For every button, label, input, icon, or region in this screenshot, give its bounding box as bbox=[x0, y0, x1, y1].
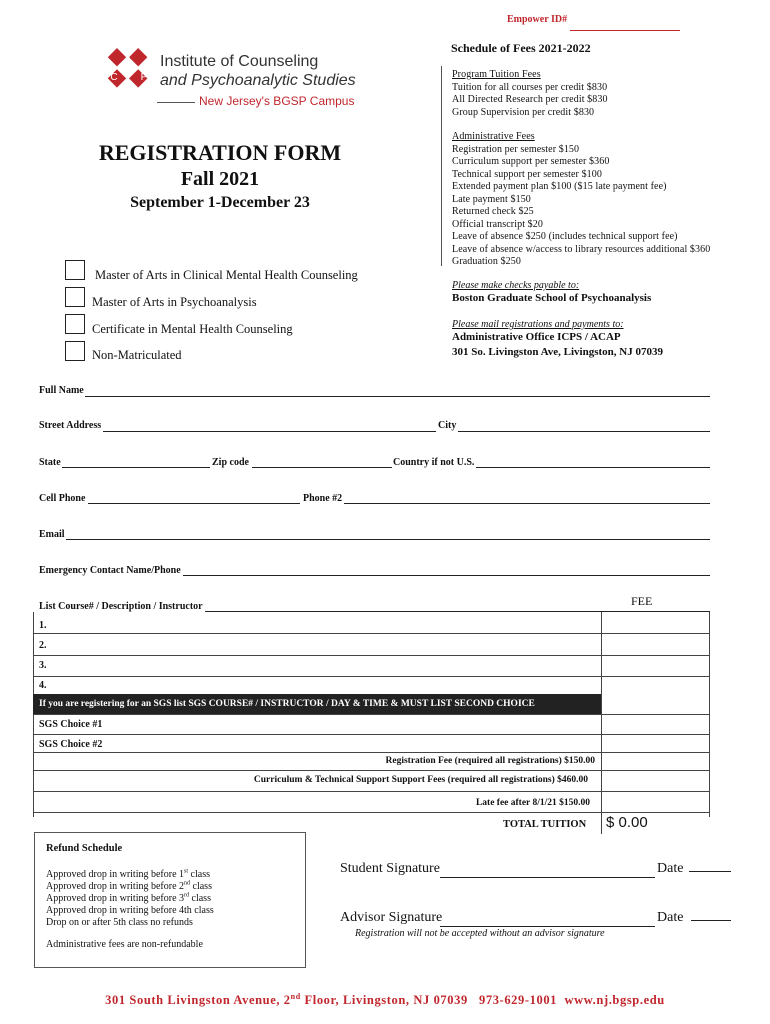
full-name-field[interactable] bbox=[85, 396, 710, 397]
student-date-field[interactable] bbox=[689, 871, 731, 872]
admin-item: Official transcript $20 bbox=[452, 218, 543, 230]
sgs-choice-2[interactable]: SGS Choice #2 bbox=[39, 739, 103, 750]
admin-item: Returned check $25 bbox=[452, 206, 534, 217]
admin-item: Leave of absence w/access to library resources additional $360 bbox=[452, 243, 711, 255]
emergency-field[interactable] bbox=[183, 575, 710, 576]
row-divider bbox=[33, 734, 710, 735]
mail-line1: Administrative Office ICPS / ACAP bbox=[452, 331, 621, 343]
city-label: City bbox=[438, 420, 457, 431]
row-divider bbox=[33, 770, 710, 771]
admin-item: Technical support per semester $100 bbox=[452, 168, 602, 180]
total-tuition-value: $ 0.00 bbox=[606, 814, 648, 831]
refund-line-5: Drop on or after 5th class no refunds bbox=[46, 917, 193, 928]
student-signature-field[interactable] bbox=[440, 877, 655, 878]
footer-part2: Floor, Livingston, NJ 07039 973-629-1001 www.nj.bgsp.edu bbox=[300, 993, 665, 1007]
refund-line-4: Approved drop in writing before 4th class bbox=[46, 905, 214, 916]
program-checkbox-nonmatric[interactable] bbox=[65, 341, 85, 361]
logo-letter-p: P bbox=[140, 72, 148, 83]
schedule-title: Schedule of Fees 2021-2022 bbox=[451, 41, 591, 55]
student-signature-label: Student Signature bbox=[340, 861, 440, 876]
total-tuition-label: TOTAL TUITION bbox=[503, 819, 587, 830]
tuition-item: Group Supervision per credit $830 bbox=[452, 106, 595, 118]
row-divider bbox=[33, 791, 710, 792]
refund-title: Refund Schedule bbox=[46, 843, 123, 854]
sgs-banner bbox=[33, 694, 601, 714]
sgs-choice-1[interactable]: SGS Choice #1 bbox=[39, 719, 103, 730]
tuition-fees bbox=[452, 69, 608, 119]
admin-item: Registration per semester $150 bbox=[452, 143, 580, 155]
refund-line-3: Approved drop in writing before 3rd class bbox=[46, 892, 211, 904]
checks-label: Please make checks payable to: bbox=[452, 280, 580, 291]
row-divider bbox=[33, 676, 710, 677]
country-field[interactable] bbox=[476, 467, 710, 468]
footer-address bbox=[0, 993, 770, 1008]
state-field[interactable] bbox=[62, 467, 210, 468]
advisor-note: Registration will not be accepted without an advisor signature bbox=[355, 928, 605, 939]
admin-item: Graduation $250 bbox=[452, 256, 521, 267]
course-row-1[interactable]: 1. bbox=[39, 620, 47, 631]
footer-part1: 301 South Livingston Avenue, 2 bbox=[105, 993, 291, 1007]
program-checkbox-certificate[interactable] bbox=[65, 314, 85, 334]
refund-schedule-box bbox=[34, 832, 306, 968]
empower-id-label: Empower ID# bbox=[507, 14, 568, 25]
email-label: Email bbox=[39, 529, 65, 540]
phone2-label: Phone #2 bbox=[303, 493, 343, 504]
tuition-item: Tuition for all courses per credit $830 bbox=[452, 81, 608, 93]
advisor-date-field[interactable] bbox=[691, 920, 731, 921]
fees-divider bbox=[441, 66, 442, 266]
course-header-line bbox=[205, 611, 710, 612]
row-divider bbox=[33, 655, 710, 656]
form-term: Fall 2021 bbox=[180, 168, 260, 190]
program-label-certificate: Certificate in Mental Health Counseling bbox=[92, 322, 293, 336]
admin-fees bbox=[452, 131, 710, 269]
street-label: Street Address bbox=[39, 420, 102, 431]
logo-letter-s: S bbox=[125, 89, 133, 100]
program-label-clinical: Master of Arts in Clinical Mental Health Counseling bbox=[95, 268, 358, 282]
zip-field[interactable] bbox=[252, 467, 392, 468]
program-checkbox-clinical[interactable] bbox=[65, 260, 85, 280]
registration-fee-label: Registration Fee (required all registrations) $150.00 bbox=[385, 756, 595, 766]
logo-name-line2: and Psychoanalytic Studies bbox=[160, 72, 356, 89]
zip-label: Zip code bbox=[212, 457, 249, 468]
city-field[interactable] bbox=[458, 431, 710, 432]
mail-line2: 301 So. Livingston Ave, Livingston, NJ 07039 bbox=[452, 346, 663, 358]
logo-campus: New Jersey's BGSP Campus bbox=[199, 94, 355, 108]
admin-item: Late payment $150 bbox=[452, 193, 531, 205]
cell-phone-field[interactable] bbox=[88, 503, 300, 504]
advisor-signature-label: Advisor Signature bbox=[340, 910, 443, 925]
student-date-label: Date bbox=[657, 861, 684, 876]
phone2-field[interactable] bbox=[344, 503, 710, 504]
refund-line-1: Approved drop in writing before 1st class bbox=[46, 868, 210, 880]
emergency-label: Emergency Contact Name/Phone bbox=[39, 565, 181, 576]
row-divider bbox=[33, 633, 710, 634]
row-divider bbox=[33, 752, 710, 753]
full-name-label: Full Name bbox=[39, 385, 84, 396]
late-fee-label: Late fee after 8/1/21 $150.00 bbox=[475, 798, 590, 808]
admin-heading: Administrative Fees bbox=[452, 131, 535, 142]
refund-lines bbox=[46, 869, 214, 929]
tuition-item: All Directed Research per credit $830 bbox=[452, 94, 608, 105]
admin-item: Extended payment plan $100 ($15 late payment fee) bbox=[452, 181, 667, 192]
checks-payee: Boston Graduate School of Psychoanalysis bbox=[452, 292, 652, 304]
state-label: State bbox=[39, 457, 61, 468]
refund-note: Administrative fees are non-refundable bbox=[46, 939, 203, 950]
cell-phone-label: Cell Phone bbox=[39, 493, 86, 504]
course-row-4[interactable]: 4. bbox=[39, 680, 47, 691]
footer-sup: nd bbox=[290, 991, 301, 1001]
curriculum-fee-label: Curriculum & Technical Support Support Fees (required all registrations) $460.00 bbox=[253, 775, 588, 785]
tuition-heading: Program Tuition Fees bbox=[452, 69, 541, 80]
email-field[interactable] bbox=[66, 539, 710, 540]
fee-header: FEE bbox=[631, 594, 653, 608]
mail-label: Please mail registrations and payments to: bbox=[452, 319, 624, 330]
admin-item: Leave of absence $250 (includes technical support fee) bbox=[452, 231, 678, 242]
row-divider bbox=[33, 812, 710, 813]
advisor-signature-field[interactable] bbox=[440, 926, 655, 927]
program-label-psychoanalysis: Master of Arts in Psychoanalysis bbox=[92, 295, 257, 309]
refund-line-2: Approved drop in writing before 2nd class bbox=[46, 880, 212, 892]
icps-logo bbox=[98, 46, 160, 108]
sgs-banner-text: If you are registering for an SGS list SGS COURSE# / INSTRUCTOR / DAY & TIME & MUST LIST SECOND CHOICE bbox=[39, 699, 535, 709]
program-checkbox-psychoanalysis[interactable] bbox=[65, 287, 85, 307]
logo-name-line1: Institute of Counseling bbox=[160, 53, 319, 70]
row-divider bbox=[33, 714, 710, 715]
logo-letter-c: C bbox=[110, 72, 118, 83]
logo-letter-i: I bbox=[127, 55, 131, 66]
country-label: Country if not U.S. bbox=[393, 457, 475, 468]
course-row-3[interactable]: 3. bbox=[39, 660, 47, 671]
advisor-date-label: Date bbox=[657, 910, 684, 925]
total-tuition-field[interactable] bbox=[601, 814, 710, 834]
admin-item: Curriculum support per semester $360 bbox=[452, 156, 610, 167]
logo-divider bbox=[157, 102, 195, 103]
form-dates: September 1-December 23 bbox=[130, 194, 310, 211]
form-title: REGISTRATION FORM bbox=[98, 140, 342, 165]
street-field[interactable] bbox=[103, 431, 436, 432]
course-header: List Course# / Description / Instructor bbox=[39, 601, 203, 612]
program-label-nonmatric: Non-Matriculated bbox=[92, 348, 182, 362]
empower-id-field[interactable] bbox=[570, 30, 680, 31]
course-row-2[interactable]: 2. bbox=[39, 640, 47, 651]
